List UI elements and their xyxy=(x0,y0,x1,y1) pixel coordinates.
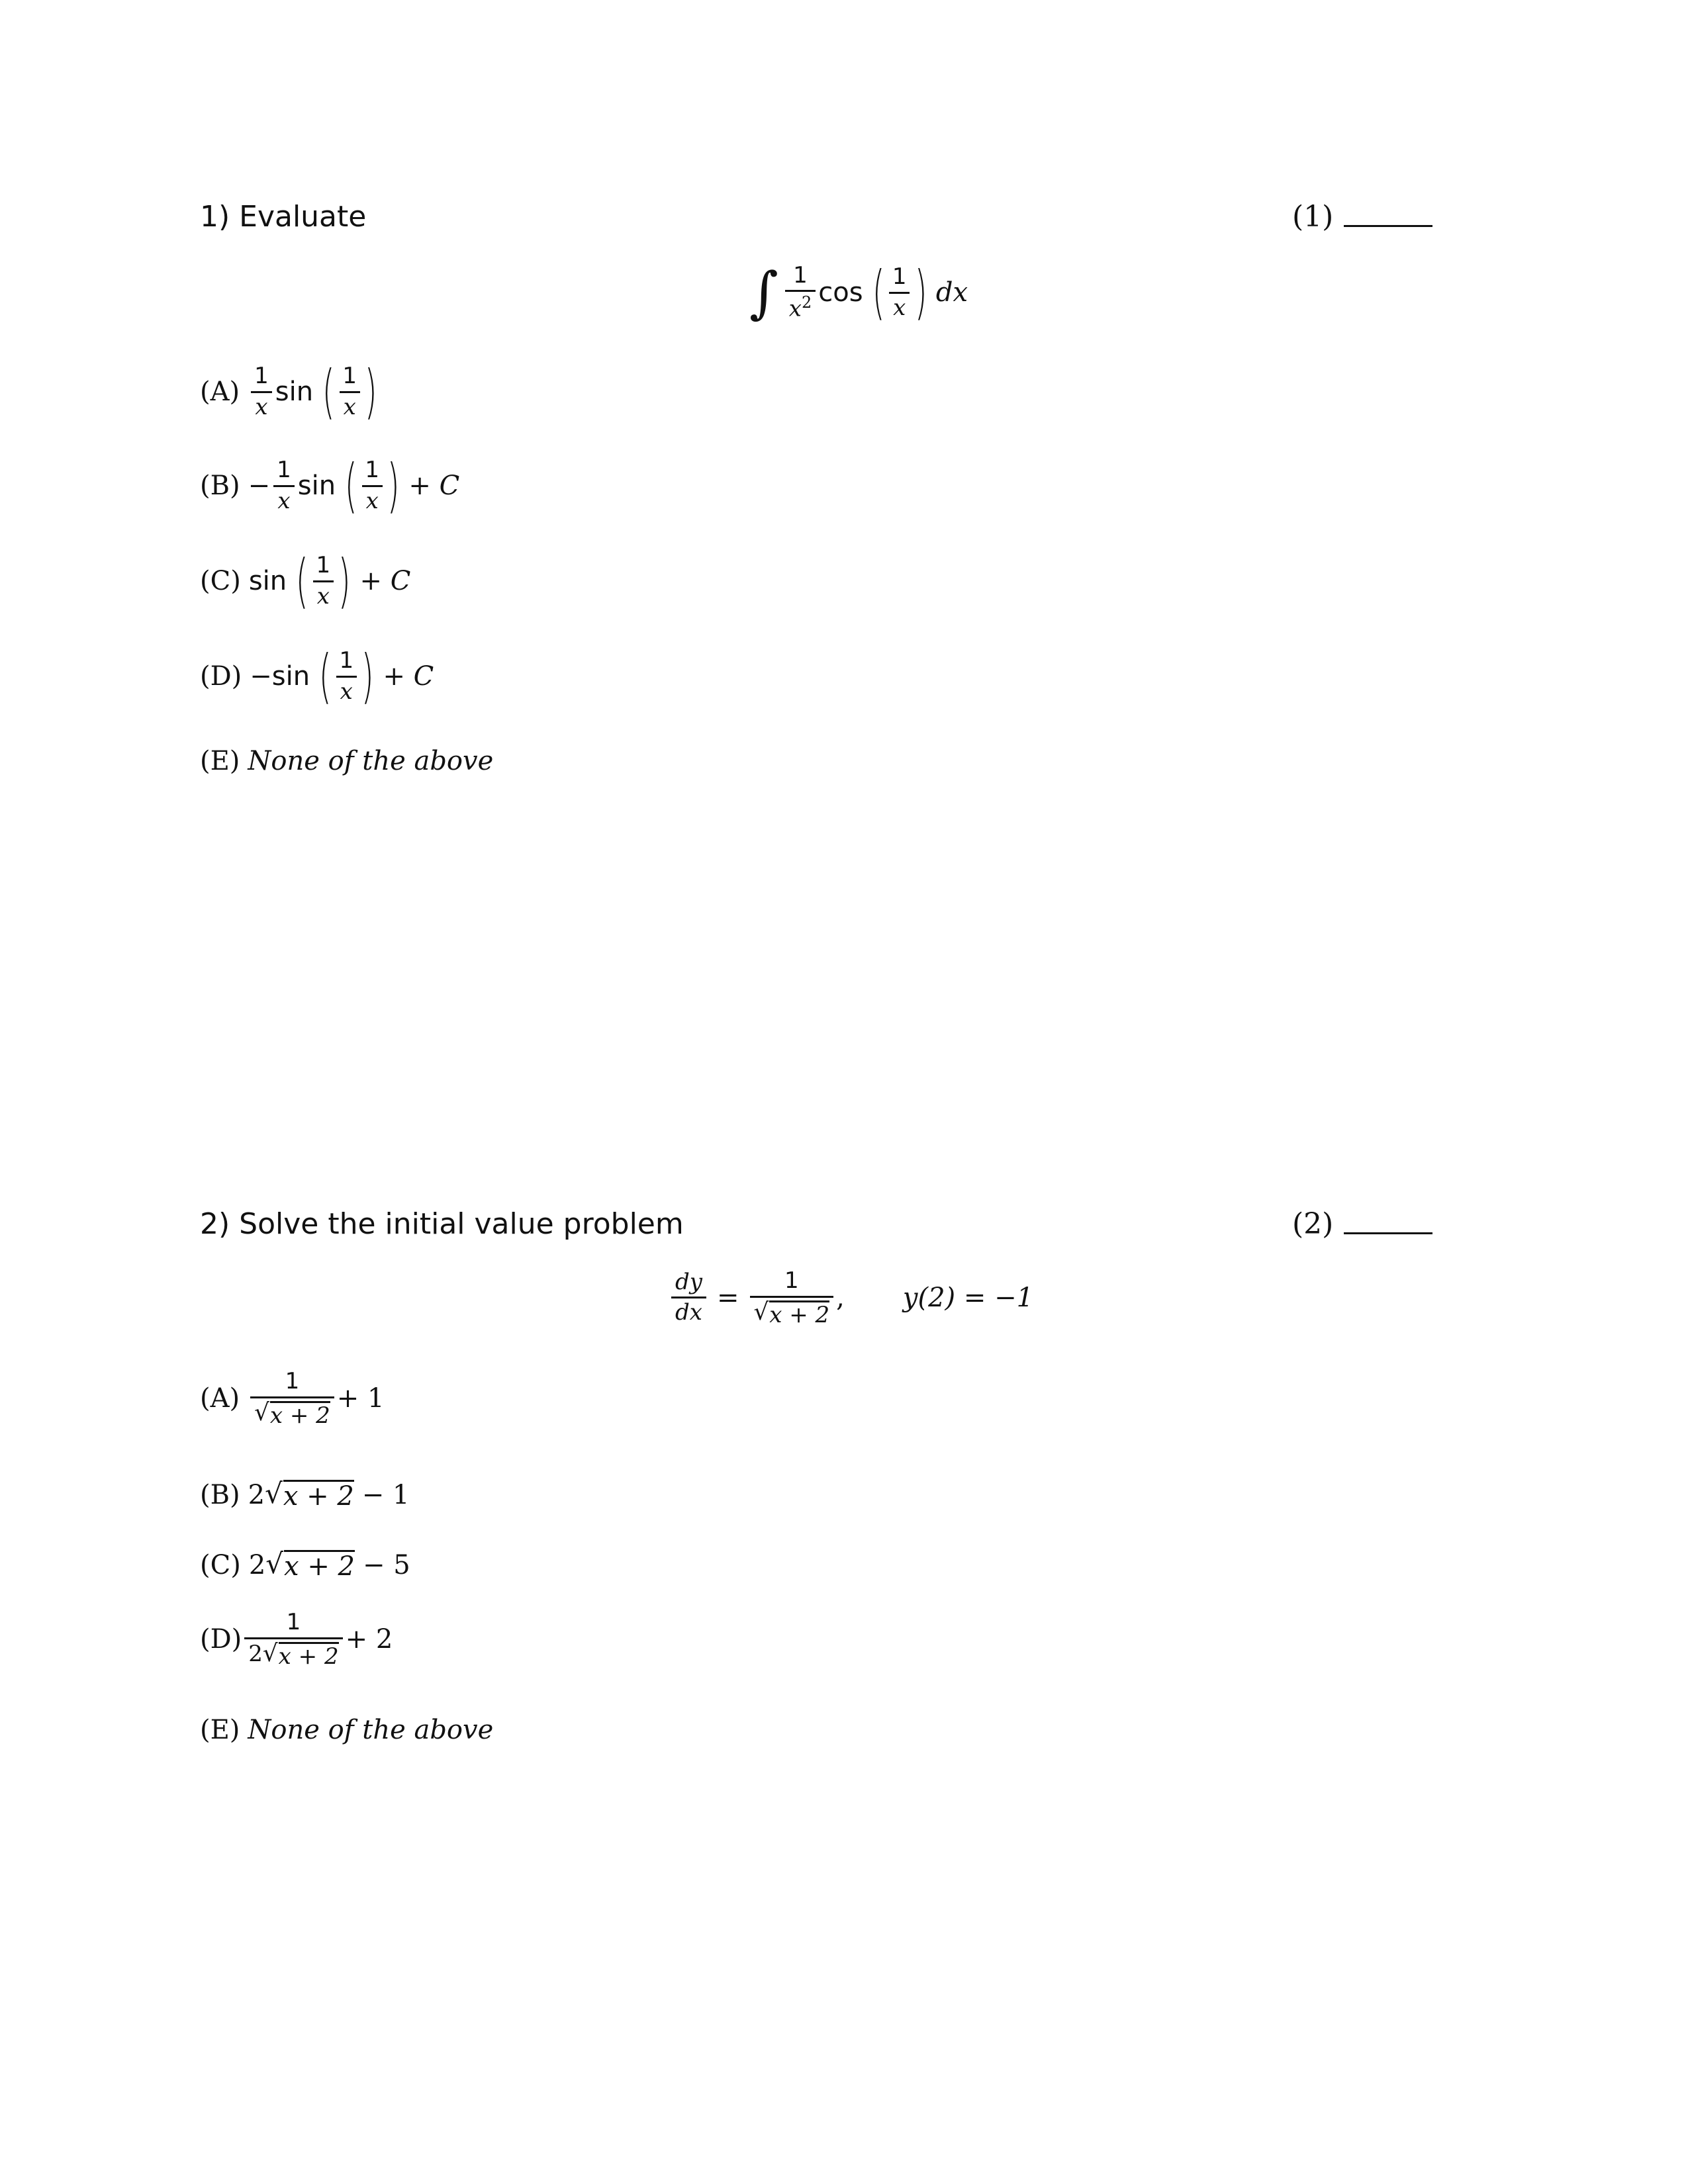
question-2-title: 2) Solve the initial value problem xyxy=(200,1207,684,1241)
question-1-title: 1) Evaluate xyxy=(200,200,367,234)
q1-option-d[interactable]: (D) − sin ( $\frac{1}{x}$ ) + C xyxy=(200,642,434,710)
option-den-coefficient: 2 xyxy=(248,1640,263,1667)
constant-term: + C xyxy=(359,566,411,596)
integrand-denominator: x xyxy=(788,295,802,322)
option-tail: − 5 xyxy=(363,1549,410,1580)
question-1-answer-blank[interactable] xyxy=(1344,225,1432,227)
option-label: (A) xyxy=(200,377,240,407)
differential: dx xyxy=(935,277,968,308)
sin-argument xyxy=(312,551,334,610)
option-label: (D) xyxy=(200,661,242,692)
derivative-fraction xyxy=(671,1268,706,1326)
arg-denominator: x xyxy=(336,676,357,704)
question-2-answer-blank[interactable] xyxy=(1344,1232,1432,1234)
arg-numerator: 1 xyxy=(365,456,380,483)
q2-option-a[interactable] xyxy=(200,1370,384,1427)
sqrt-icon: √ x + 2 xyxy=(254,1398,330,1429)
question-1-answer-label: (1) xyxy=(1292,200,1334,234)
q1-option-c[interactable]: (C) sin ( $\frac{1}{x}$ ) + C xyxy=(200,547,411,615)
minus-sign: − xyxy=(248,471,271,501)
question-1-integral: ∫ $\frac{1}{x^2}$ cos ( $\frac{1}{x}$ ) dx xyxy=(749,258,968,326)
sin-argument xyxy=(338,362,361,420)
arg-denominator: x xyxy=(313,580,334,609)
coefficient-fraction xyxy=(273,456,295,514)
option-numerator: 1 xyxy=(286,1609,301,1635)
rhs-fraction xyxy=(750,1269,834,1326)
sqrt-icon: √ x + 2 xyxy=(262,1639,339,1670)
option-coefficient: 2 xyxy=(248,1479,265,1510)
option-tail: − 1 xyxy=(361,1479,410,1510)
sqrt-icon: √ x + 2 xyxy=(265,1547,355,1582)
coefficient-fraction xyxy=(250,362,273,420)
option-tail: + 1 xyxy=(336,1383,385,1414)
rhs-radicand: x + 2 xyxy=(769,1301,830,1328)
question-2-answer-label: (2) xyxy=(1292,1207,1334,1241)
integrand-exponent: 2 xyxy=(801,293,812,312)
constant-term: + C xyxy=(383,661,434,692)
option-fraction xyxy=(250,1370,334,1427)
option-label: (D) xyxy=(200,1623,242,1655)
option-tail: + 2 xyxy=(345,1623,393,1655)
integrand-numerator: 1 xyxy=(793,261,808,289)
equals-sign: = xyxy=(716,1282,739,1313)
integral-sign: ∫ xyxy=(749,260,778,325)
coef-numerator: 1 xyxy=(254,362,269,389)
q1-option-e[interactable] xyxy=(200,748,493,774)
option-fraction xyxy=(244,1611,342,1668)
option-coefficient: 2 xyxy=(248,1549,266,1580)
constant-term: + C xyxy=(408,471,460,501)
arg-numerator: 1 xyxy=(316,551,331,578)
cos-argument xyxy=(888,265,911,320)
option-radicand: x + 2 xyxy=(283,1481,354,1512)
q1-option-a[interactable]: (A) $\frac{1}{x}$ sin ( $\frac{1}{x}$ ) xyxy=(200,357,377,426)
arg-denominator: x xyxy=(340,391,360,420)
cos-function: cos xyxy=(818,277,863,308)
q2-option-e[interactable] xyxy=(200,1717,493,1743)
sqrt-icon: √ x + 2 xyxy=(753,1298,830,1328)
arg-numerator: 1 xyxy=(342,362,357,389)
q2-option-d[interactable] xyxy=(200,1611,393,1668)
coef-numerator: 1 xyxy=(277,456,291,483)
option-label: (C) xyxy=(200,566,241,596)
option-text: None of the above xyxy=(248,1715,494,1745)
sqrt-icon: √ x + 2 xyxy=(265,1477,354,1512)
q1-option-b[interactable]: (B) − $\frac{1}{x}$ sin ( $\frac{1}{x}$ ) + C xyxy=(200,451,460,520)
arg-numerator: 1 xyxy=(339,647,354,674)
q2-option-b[interactable] xyxy=(200,1477,410,1512)
sin-argument xyxy=(361,456,383,514)
rhs-numerator: 1 xyxy=(784,1267,799,1294)
option-text: None of the above xyxy=(248,746,494,776)
comma: , xyxy=(836,1282,845,1313)
arg-denominator: x xyxy=(362,485,383,514)
question-2-ivp xyxy=(669,1269,1033,1326)
sin-function: sin xyxy=(297,471,336,501)
option-label: (B) xyxy=(200,1479,240,1510)
option-radicand: x + 2 xyxy=(278,1643,339,1670)
sin-function: sin xyxy=(248,566,287,596)
derivative-numerator: dy xyxy=(675,1268,702,1295)
q2-option-c[interactable] xyxy=(200,1547,410,1582)
sin-function: sin xyxy=(275,377,314,407)
coef-denominator: x xyxy=(251,391,271,420)
option-label: (C) xyxy=(200,1549,241,1580)
option-label: (A) xyxy=(200,1383,240,1414)
initial-condition: y(2) = −1 xyxy=(902,1282,1034,1313)
sin-function: sin xyxy=(271,661,310,692)
cos-arg-denominator: x xyxy=(889,292,910,320)
derivative-denominator: dx xyxy=(671,1297,706,1325)
option-label: (E) xyxy=(200,1715,240,1745)
option-label: (E) xyxy=(200,746,240,776)
sin-argument xyxy=(335,649,357,704)
option-radicand: x + 2 xyxy=(269,1402,330,1429)
cos-arg-numerator: 1 xyxy=(892,263,907,290)
integrand-fraction xyxy=(785,261,816,322)
option-radicand: x + 2 xyxy=(284,1551,355,1582)
minus-sign: − xyxy=(250,661,272,692)
option-numerator: 1 xyxy=(285,1368,300,1394)
option-label: (B) xyxy=(200,471,240,501)
coef-denominator: x xyxy=(273,485,294,514)
